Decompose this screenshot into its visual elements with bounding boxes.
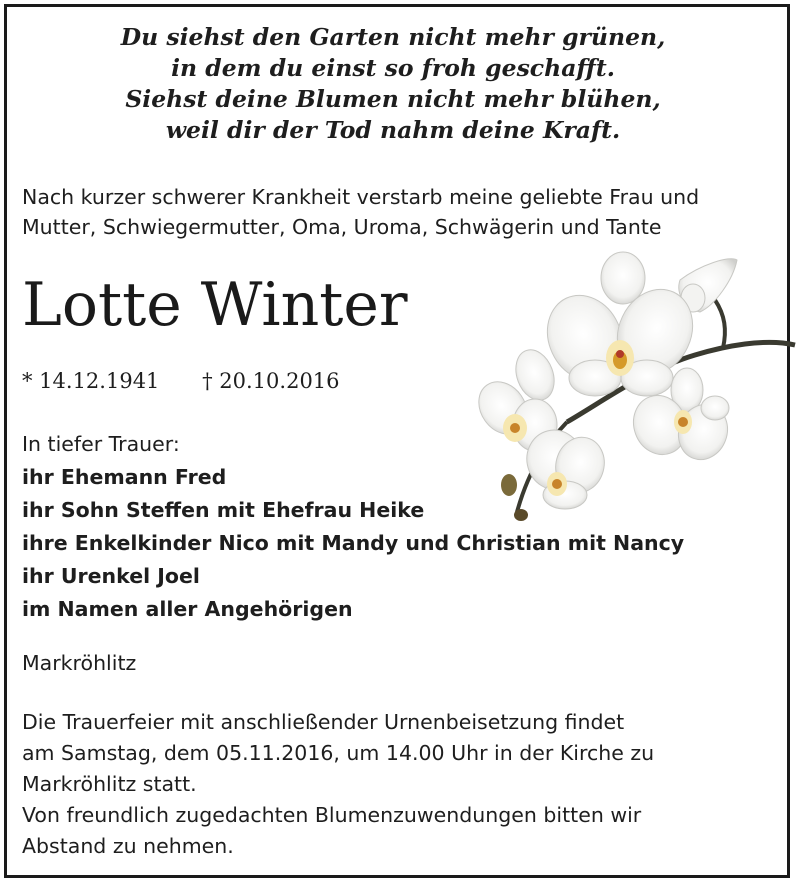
mourner-line: ihre Enkelkinder Nico mit Mandy und Christian mit Nancy [22,531,685,555]
poem-line: Du siehst den Garten nicht mehr grünen, [120,23,666,51]
birth-date: * 14.12.1941 [22,369,160,393]
ceremony-info [22,707,782,862]
mourner-line: im Namen aller Angehörigen [22,597,353,621]
ceremony-line: Die Trauerfeier mit anschließender Urnenbeisetzung findet [22,710,625,734]
mourner-line: ihr Urenkel Joel [22,564,200,588]
intro-text [22,182,782,242]
poem-line: in dem du einst so froh geschafft. [171,54,615,82]
ceremony-line: Von freundlich zugedachten Blumenzuwendungen bitten wir [22,803,642,827]
poem-line: weil dir der Tod nahm deine Kraft. [165,116,621,144]
life-dates [22,366,340,396]
mourner-line: ihr Sohn Steffen mit Ehefrau Heike [22,498,425,522]
ceremony-line: am Samstag, dem 05.11.2016, um 14.00 Uhr in der Kirche zu [22,741,655,765]
deceased-name: Lotte Winter [22,270,408,340]
intro-line: Nach kurzer schwerer Krankheit verstarb meine geliebte Frau und [22,185,700,209]
death-date: † 20.10.2016 [202,369,340,393]
place-name: Markröhlitz [22,651,137,675]
ceremony-line: Markröhlitz statt. [22,772,197,796]
poem-line: Siehst deine Blumen nicht mehr blühen, [125,85,661,113]
mourners-list [22,428,782,626]
poem [0,22,786,146]
ceremony-line: Abstand zu nehmen. [22,834,234,858]
mourners-heading: In tiefer Trauer: [22,432,180,456]
mourner-line: ihr Ehemann Fred [22,465,227,489]
intro-line: Mutter, Schwiegermutter, Oma, Uroma, Schwägerin und Tante [22,215,662,239]
